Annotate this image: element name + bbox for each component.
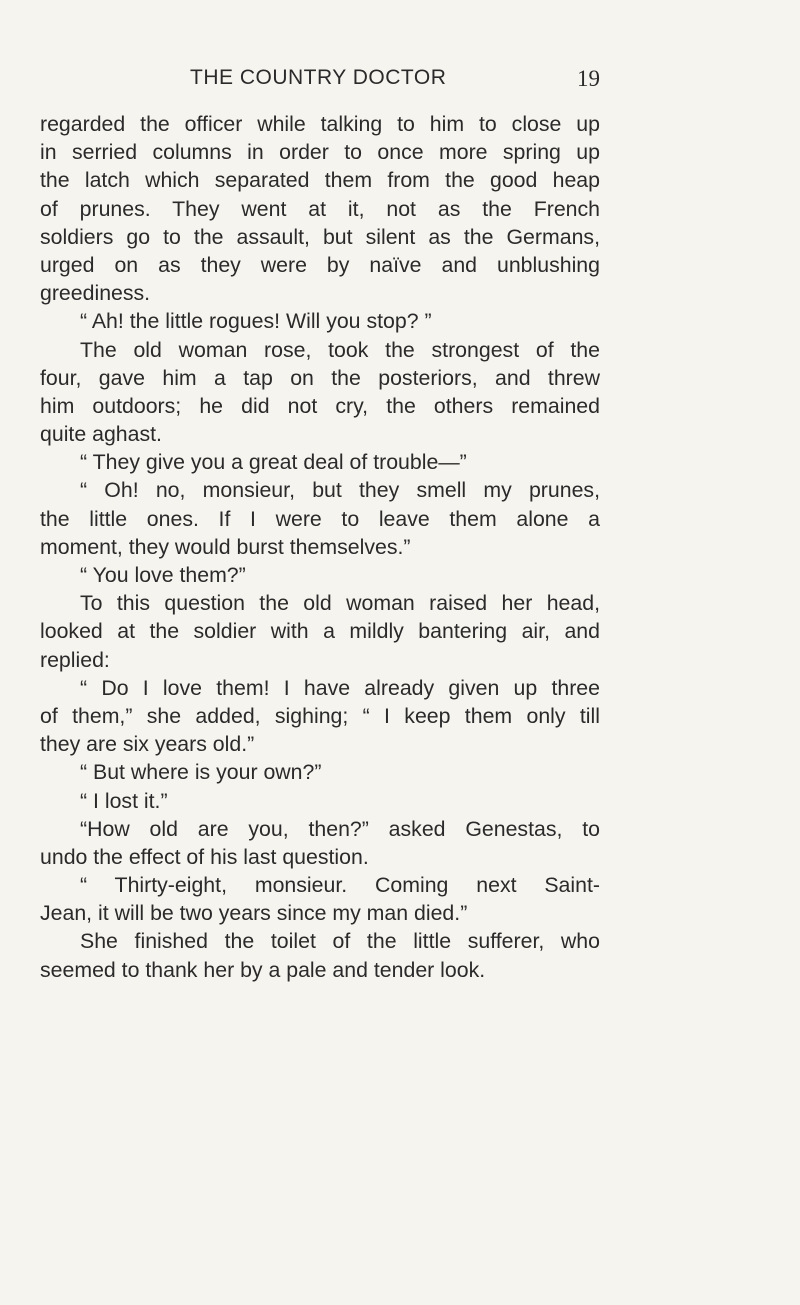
text-line: seemed to thank her by a pale and tender look.: [40, 957, 486, 982]
text-line: The old woman rose, took the strongest of the: [80, 337, 600, 362]
text-line: of prunes. They went at it, not as the French: [40, 196, 600, 221]
text-line: urged on as they were by naïve and unblushing: [40, 252, 600, 277]
text-line: undo the effect of his last question.: [40, 844, 369, 869]
running-head: [40, 66, 600, 96]
text-line: greediness.: [40, 281, 151, 306]
text-line: him outdoors; he did not cry, the others remained: [40, 393, 600, 418]
body-text: [40, 110, 600, 984]
text-line: they are six years old.”: [40, 732, 255, 757]
text-line: “ I lost it.”: [80, 788, 168, 813]
text-line: replied:: [40, 647, 110, 672]
text-line: the latch which separated them from the good heap: [40, 168, 600, 193]
text-line: To this question the old woman raised her head,: [80, 591, 600, 616]
text-line: “How old are you, then?” asked Genestas, to: [80, 816, 600, 841]
running-title: THE COUNTRY DOCTOR: [190, 66, 447, 89]
text-line: regarded the officer while talking to him to close up: [40, 112, 600, 136]
text-line: Jean, it will be two years since my man died.”: [40, 901, 468, 926]
text-line: She finished the toilet of the little sufferer, who: [80, 929, 600, 954]
page-number: 19: [577, 66, 600, 91]
text-line: of them,” she added, sighing; “ I keep them only till: [40, 703, 600, 728]
text-line: soldiers go to the assault, but silent as the Germans,: [40, 224, 600, 249]
text-line: “ You love them?”: [80, 563, 246, 587]
text-line: “ Ah! the little rogues! Will you stop? ”: [80, 309, 432, 334]
text-line: the little ones. If I were to leave them alone a: [40, 506, 600, 531]
text-line: “ They give you a great deal of trouble—”: [80, 450, 467, 475]
text-line: in serried columns in order to once more spring up: [40, 140, 600, 165]
text-line: quite aghast.: [40, 422, 162, 447]
text-line: moment, they would burst themselves.”: [40, 534, 411, 559]
text-line: looked at the soldier with a mildly bantering air, and: [40, 619, 600, 644]
text-line: four, gave him a tap on the posteriors, and threw: [40, 365, 600, 390]
text-line: “ Thirty-eight, monsieur. Coming next Saint-: [80, 873, 600, 898]
text-line: “ Oh! no, monsieur, but they smell my prunes,: [80, 478, 600, 503]
text-line: “ Do I love them! I have already given up three: [80, 675, 600, 700]
text-line: “ But where is your own?”: [80, 760, 322, 785]
